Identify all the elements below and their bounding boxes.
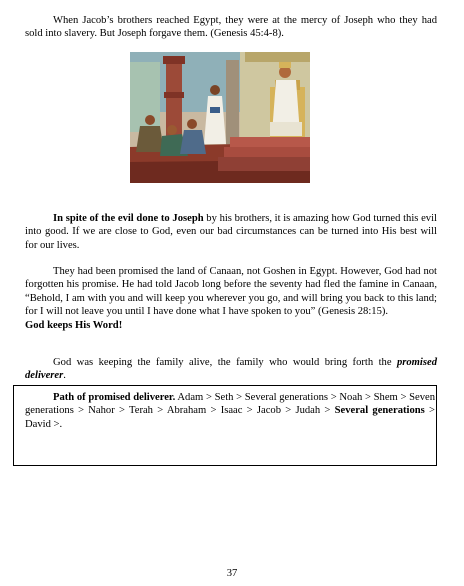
box-paragraph: [25, 391, 435, 431]
path-of-deliverer-box: [13, 385, 437, 466]
paragraph-text: When Jacob’s brothers reached Egypt, they were at the mercy of Joseph who they had sold into slavery. But Joseph forgave them. (Genesis 45:4-8).: [25, 15, 437, 40]
box-bold-tail: Several generations: [334, 405, 425, 417]
paragraph-text: God was keeping the family alive, the family who would bring forth the: [53, 357, 397, 368]
paragraph-evil-into-good: [25, 212, 437, 252]
box-heading: Path of promised deliverer.: [53, 392, 176, 403]
box-text: Adam > Seth > Several generations > Noah > Shem > Seven generations > Nahor > Terah > Abraham > Isaac > Jacob > Judah >: [25, 392, 435, 417]
paragraph-promise-canaan: [25, 265, 437, 332]
paragraph-end: .: [63, 370, 66, 382]
paragraph-family-alive: [25, 356, 437, 383]
promised-deliverer-emphasis: promised deliverer: [25, 357, 437, 382]
bold-lead-text: In spite of the evil done to Joseph: [53, 213, 204, 224]
paragraph-joseph-forgave: [25, 14, 437, 41]
god-keeps-word-heading: God keeps His Word!: [25, 319, 123, 331]
joseph-forgives-brothers-illustration: [130, 52, 310, 183]
paragraph-text: by his brothers, it is amazing how God turned this evil into good. If we are close to God, even our bad circumstances can be turned into His best will for our lives.: [25, 213, 437, 251]
page-number: 37: [226, 568, 238, 579]
paragraph-text: They had been promised the land of Canaan, not Goshen in Egypt. However, God had not forgotten his promise. He had told Jacob long before the seventy had fled the famine in Canaan, “Behold, I am with you and will keep you wherever you go, and will bring you back to this land; for I will not leave you until I have done what I have spoken to you” (Genesis 28:15).: [25, 266, 437, 318]
box-end: > David >.: [25, 405, 436, 430]
